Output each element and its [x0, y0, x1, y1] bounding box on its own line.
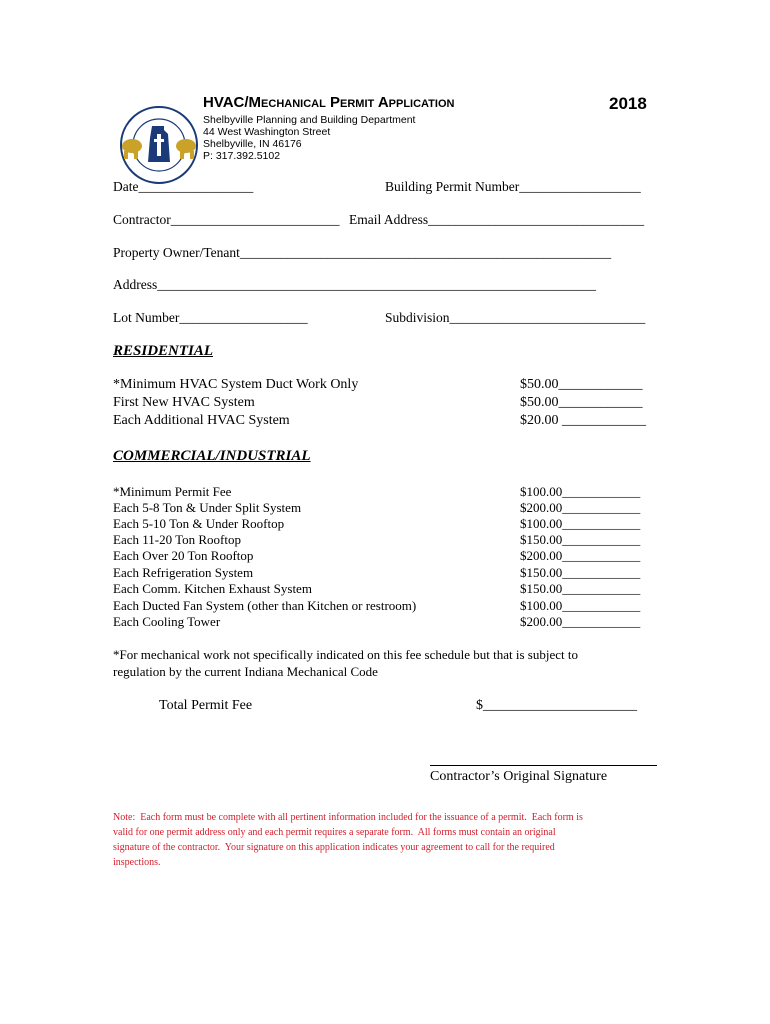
commercial-item-fee[interactable]: $100.00____________: [520, 484, 641, 499]
date-field[interactable]: Date_________________: [113, 179, 254, 194]
commercial-item-label: Each Ducted Fan System (other than Kitchen or restroom): [113, 598, 417, 613]
email-address-field[interactable]: Email Address________________________________: [349, 212, 645, 227]
footnote-line-2: regulation by the current Indiana Mechanical Code: [113, 664, 378, 679]
residential-item-label: First New HVAC System: [113, 395, 255, 410]
commercial-item-fee[interactable]: $150.00____________: [520, 532, 641, 547]
residential-heading: RESIDENTIAL: [113, 343, 214, 359]
residential-item-fee[interactable]: $50.00____________: [520, 395, 643, 410]
total-permit-fee-label: Total Permit Fee: [159, 698, 253, 713]
property-owner-field[interactable]: Property Owner/Tenant_______________________________________________________: [113, 245, 612, 260]
residential-item-label: Each Additional HVAC System: [113, 413, 290, 428]
lot-number-field[interactable]: Lot Number___________________: [113, 310, 308, 325]
residential-item-label: *Minimum HVAC System Duct Work Only: [113, 377, 359, 392]
commercial-item-fee[interactable]: $150.00____________: [520, 581, 641, 596]
note-line-3: signature of the contractor. Your signature on this application indicates your agreement to call for the required: [113, 842, 555, 853]
signature-label: Contractor’s Original Signature: [430, 769, 608, 784]
commercial-heading: COMMERCIAL/INDUSTRIAL: [113, 448, 311, 464]
contractor-field[interactable]: Contractor_________________________: [113, 212, 340, 227]
city-seal-logo: [110, 86, 192, 168]
residential-item-fee[interactable]: $50.00____________: [520, 377, 643, 392]
commercial-item-fee[interactable]: $100.00____________: [520, 516, 641, 531]
footnote-line-1: *For mechanical work not specifically indicated on this fee schedule but that is subject to: [113, 647, 578, 662]
commercial-item-fee[interactable]: $150.00____________: [520, 565, 641, 580]
building-permit-number-field[interactable]: Building Permit Number__________________: [385, 179, 641, 194]
form-title: HVAC/Mechanical Permit Application: [203, 94, 455, 111]
commercial-item-label: Each 5-10 Ton & Under Rooftop: [113, 516, 285, 531]
commercial-item-label: Each Refrigeration System: [113, 565, 254, 580]
commercial-item-label: Each 5-8 Ton & Under Split System: [113, 500, 302, 515]
commercial-item-fee[interactable]: $100.00____________: [520, 598, 641, 613]
commercial-item-label: *Minimum Permit Fee: [113, 484, 232, 499]
note-line-4: inspections.: [113, 857, 161, 868]
department-street: 44 West Washington Street: [203, 126, 331, 138]
note-line-2: valid for one permit address only and each permit requires a separate form. All forms must contain an original: [113, 827, 556, 838]
department-phone: P: 317.392.5102: [203, 150, 281, 162]
commercial-item-label: Each 11-20 Ton Rooftop: [113, 532, 241, 547]
residential-item-fee[interactable]: $20.00 ____________: [520, 413, 646, 428]
department-name: Shelbyville Planning and Building Department: [203, 114, 416, 126]
commercial-item-fee[interactable]: $200.00____________: [520, 500, 641, 515]
note-line-1: Note: Each form must be complete with all pertinent information included for the issuance of a permit. Each form is: [113, 812, 583, 823]
commercial-item-label: Each Over 20 Ton Rooftop: [113, 548, 254, 563]
commercial-item-fee[interactable]: $200.00____________: [520, 548, 641, 563]
total-permit-fee-field[interactable]: $______________________: [476, 698, 637, 713]
commercial-item-label: Each Comm. Kitchen Exhaust System: [113, 581, 312, 596]
commercial-item-fee[interactable]: $200.00____________: [520, 614, 641, 629]
form-year: 2018: [609, 94, 647, 113]
commercial-item-label: Each Cooling Tower: [113, 614, 221, 629]
signature-line[interactable]: [430, 765, 657, 766]
subdivision-field[interactable]: Subdivision_____________________________: [385, 310, 646, 325]
address-field[interactable]: Address_________________________________________________________________: [113, 277, 596, 292]
department-city: Shelbyville, IN 46176: [203, 138, 302, 150]
